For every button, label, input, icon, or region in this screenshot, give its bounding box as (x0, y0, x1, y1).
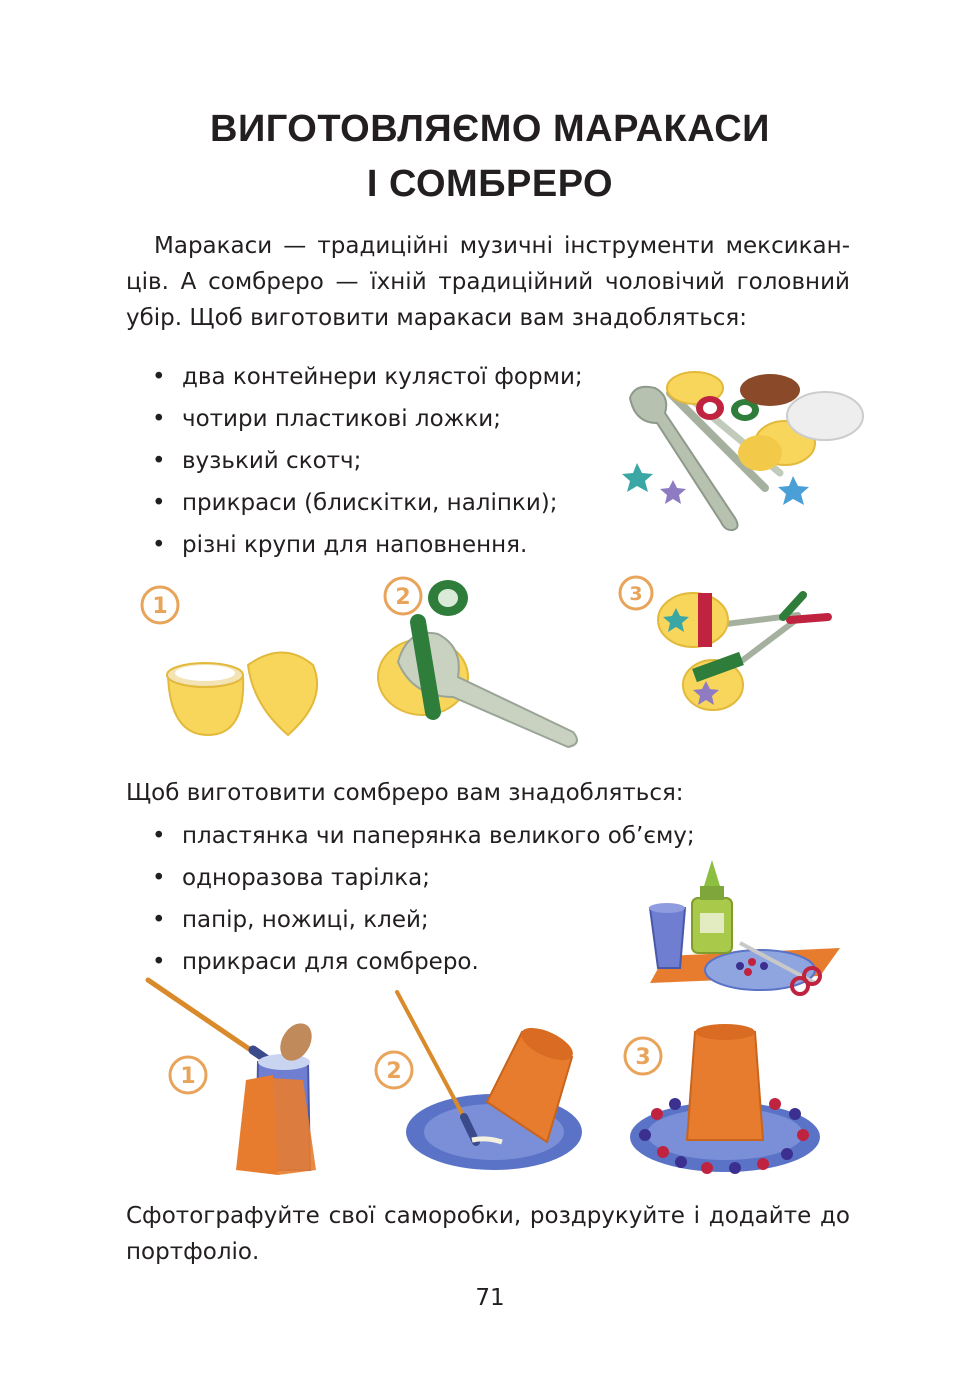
maracas-step-3-illustration (618, 575, 833, 725)
step-number: 1 (180, 1064, 196, 1089)
container-lid-icon (248, 653, 317, 736)
intro-paragraph: Маракаси — традиційні музичні інструменти мексикан-ців. А сомбреро — їхній традиційний чоловічий головний убір. Щоб виготовити маракаси вам знадобляться: (126, 233, 850, 331)
list-item: • прикраси для сомбреро. (150, 941, 695, 983)
sombrero-materials-list (150, 815, 695, 983)
step-number: 2 (386, 1059, 402, 1084)
list-item: • різні крупи для наповнення. (150, 524, 583, 566)
maracas-materials-list (150, 356, 583, 566)
sombrero-step-1-illustration (148, 980, 338, 1180)
plate-icon (705, 950, 815, 990)
step-number: 3 (629, 583, 643, 605)
closing-paragraph: Сфотографуйте свої саморобки, роздрукуйте і додайте до портфоліо. (126, 1203, 850, 1265)
list-item: • вузький скотч; (150, 440, 583, 482)
page-title-line-2: І СОМБРЕРО (366, 163, 614, 205)
page-number: 71 (475, 1285, 505, 1311)
maracas-step-2-illustration (378, 572, 588, 757)
list-item: • одноразова тарілка; (150, 857, 695, 899)
list-item: • папір, ножиці, клей; (150, 899, 695, 941)
list-item: • чотири пластикові ложки; (150, 398, 583, 440)
sombrero-cup-icon (687, 1032, 763, 1140)
step-number: 1 (152, 594, 168, 619)
list-item: • два контейнери кулястої форми; (150, 356, 583, 398)
sombrero-intro: Щоб виготовити сомбреро вам знадобляться: (126, 780, 684, 806)
maracas-step-1-illustration (138, 585, 338, 745)
maracas-materials-illustration (615, 368, 865, 533)
cup-icon (650, 908, 685, 968)
brush-icon (148, 980, 258, 1055)
step-number: 2 (395, 585, 411, 610)
sombrero-step-2-illustration (372, 992, 587, 1177)
sombrero-materials-illustration (640, 858, 852, 998)
step-number: 3 (635, 1045, 651, 1070)
page-title-line-1: ВИГОТОВЛЯЄМО МАРАКАСИ (210, 108, 770, 150)
list-item: • пластянка чи паперянка великого об’єму; (150, 815, 695, 857)
list-item: • прикраси (блискітки, наліпки); (150, 482, 583, 524)
sombrero-step-3-illustration (615, 1022, 830, 1177)
